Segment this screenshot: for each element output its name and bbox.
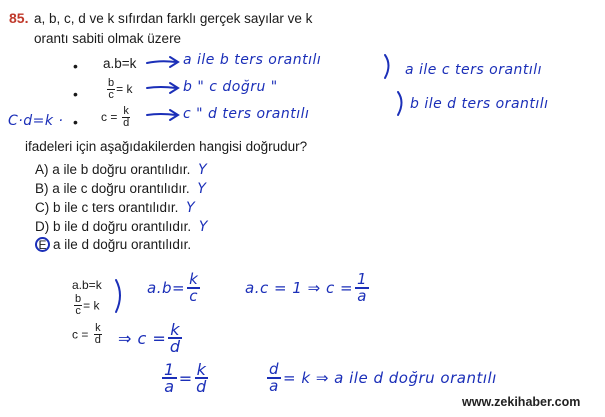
option-a[interactable]: A) a ile b doğru orantılıdır. Y: [35, 162, 207, 178]
brace-2: [398, 92, 402, 115]
mark-b: Y: [197, 181, 206, 197]
hw-conclusion: $\frac{d}{a}$ = k ⇒ a ile d doğru orantılı: [269, 360, 497, 395]
question-prompt: ifadeleri için aşağıdakilerden hangisi doğrudur?: [25, 139, 308, 154]
mark-c: Y: [186, 200, 195, 216]
hw-ab-equals-k-over-c: a.b= $\frac{k}{c}$: [147, 270, 199, 305]
work-eq-3: c = $\frac{k}{d}$: [72, 322, 101, 346]
option-e-selected[interactable]: E a ile d doğru orantılıdır.: [35, 237, 191, 252]
selected-answer-circle: E: [35, 237, 50, 252]
option-c[interactable]: C) b ile c ters orantılıdır. Y: [35, 200, 195, 216]
question-number: 85.: [9, 10, 29, 26]
note-c-d-inverse: c " d ters orantılı: [183, 106, 310, 122]
arrow-3: [147, 110, 178, 120]
mark-a: Y: [198, 162, 207, 178]
bullet-1-expression: a.b=k: [103, 56, 137, 71]
bullet-2-expression: $\frac{b}{c}$ = k: [108, 77, 133, 101]
bullet-3-expression: c = $\frac{k}{d}$: [101, 105, 130, 129]
bullet-1: •: [73, 58, 78, 74]
note-a-c-inverse: a ile c ters orantılı: [405, 62, 543, 78]
mark-d: Y: [198, 219, 208, 235]
arrow-2: [147, 83, 178, 93]
bullet-2-fraction: $\frac{b}{c}$: [108, 77, 115, 101]
bullet-2: •: [73, 86, 78, 102]
work-eq-1: a.b=k: [72, 278, 102, 292]
hw-c-equals-k-over-d: ⇒ c = $\frac{k}{d}$: [118, 320, 181, 356]
note-a-b-inverse: a ile b ters orantılı: [183, 52, 322, 68]
site-watermark: www.zekihaber.com: [462, 395, 581, 409]
arrow-1: [147, 57, 178, 67]
bullet-3-fraction: $\frac{k}{d}$: [123, 105, 130, 129]
bullet-3: •: [73, 114, 78, 130]
work-eq-2: $\frac{b}{c}$ = k: [75, 293, 100, 317]
option-b[interactable]: B) a ile c doğru orantılıdır. Y: [35, 181, 206, 197]
hw-ac-equals-1: a.c = 1 ⇒ c = $\frac{1}{a}$: [245, 270, 368, 305]
sketch-brace: [116, 280, 120, 312]
intro-line-2: orantı sabiti olmak üzere: [34, 31, 182, 46]
intro-line-1: a, b, c, d ve k sıfırdan farklı gerçek sayılar ve k: [34, 11, 313, 26]
note-b-d-inverse: b ile d ters orantılı: [410, 96, 549, 112]
note-b-c-direct: b " c doğru ": [183, 79, 278, 95]
brace-1: [385, 55, 389, 78]
hw-one-over-a-equals-k-over-d: $\frac{1}{a}$ = $\frac{k}{d}$: [164, 360, 207, 396]
note-cd-equals-k: C·d=k ·: [8, 113, 64, 129]
option-d[interactable]: D) b ile d doğru orantılıdır. Y: [35, 219, 208, 235]
